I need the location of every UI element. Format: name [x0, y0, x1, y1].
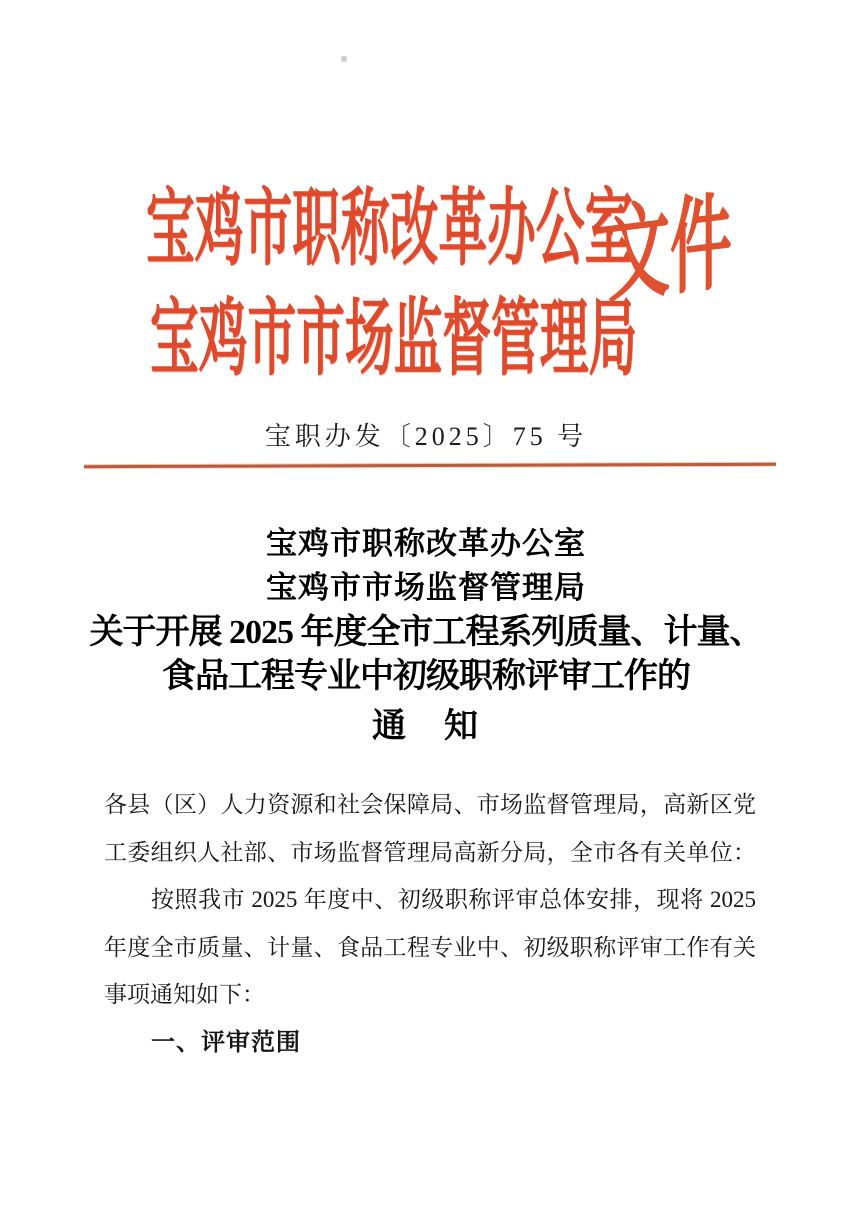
paragraph-line3: 事项通知如下：: [104, 982, 265, 1007]
title-subject-line1: 关于开展 2025 年度全市工程系列质量、计量、: [89, 614, 763, 651]
section-heading-review-scope: 一、评审范围: [151, 1028, 301, 1056]
letterhead-issuer-line2: 宝鸡市市场监督管理局: [150, 293, 638, 386]
paragraph-line2: 年度全市质量、计量、食品工程专业中、初级职称评审工作有关: [104, 934, 756, 960]
title-subject-line2: 食品工程专业中初级职称评审工作的: [162, 658, 690, 695]
salutation-line2: 工委组织人社部、市场监督管理局高新分局，全市各有关单位：: [104, 839, 756, 865]
title-org-line1: 宝鸡市职称改革办公室: [266, 526, 586, 561]
letterhead-issuer-line1: 宝鸡市职称改革办公室: [146, 183, 634, 276]
title-org-line2: 宝鸡市市场监督管理局: [266, 570, 586, 605]
paragraph-line1: 按照我市 2025 年度中、初级职称评审总体安排，现将 2025: [151, 887, 756, 912]
letterhead-document-word: 文件: [608, 184, 732, 316]
scan-artifact-dot: [341, 56, 347, 62]
title-doc-type: 通 知: [372, 708, 480, 745]
document-number: 宝职办发〔2025〕75 号: [264, 422, 588, 451]
salutation-line1: 各县（区）人力资源和社会保障局、市场监督管理局，高新区党: [104, 792, 756, 817]
red-divider-rule: [84, 463, 776, 468]
body-text-block: [104, 781, 756, 1066]
